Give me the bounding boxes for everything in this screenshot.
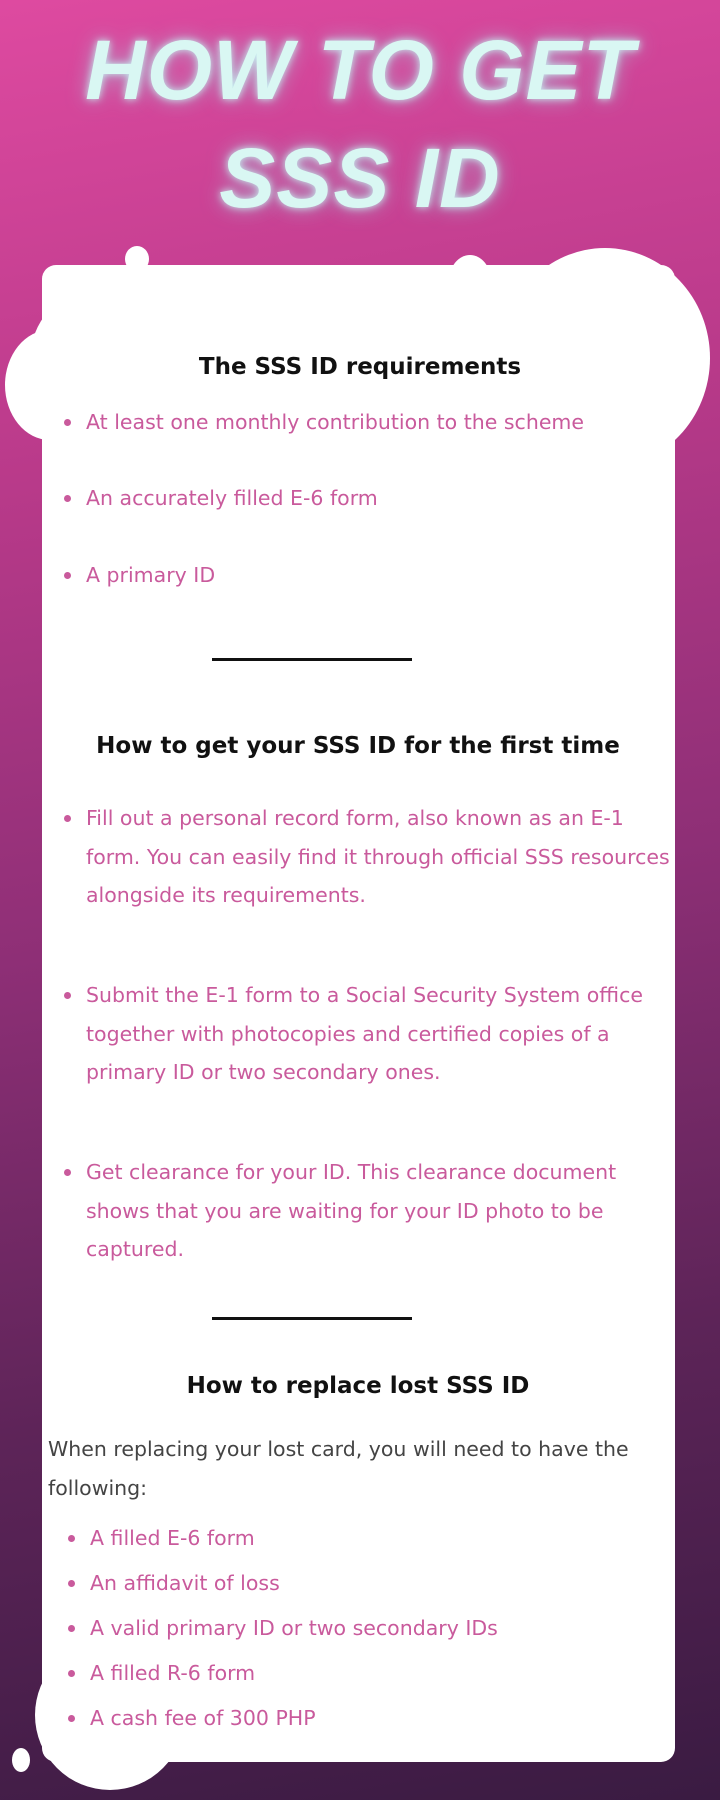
divider: [212, 658, 412, 661]
list-item: An affidavit of loss: [64, 1564, 280, 1603]
list-item: Fill out a personal record form, also known as an E-1 form. You can easily find it through official SSS resources alongside its requirements.: [60, 799, 680, 915]
list-item: A valid primary ID or two secondary IDs: [64, 1609, 498, 1648]
title-line-2: SSS ID: [219, 131, 501, 225]
list-item: An accurately filled E-6 form: [60, 479, 378, 518]
decor-bubble: [12, 1748, 30, 1772]
requirements-heading: The SSS ID requirements: [198, 354, 522, 380]
list-item: At least one monthly contribution to the scheme: [60, 403, 584, 442]
title-line-1: HOW TO GET: [85, 23, 635, 117]
list-item: Submit the E-1 form to a Social Security System office together with photocopies and certified copies of a primary ID or two secondary ones.: [60, 976, 680, 1092]
first-time-heading: How to get your SSS ID for the first time: [96, 733, 620, 759]
list-item: A filled E-6 form: [64, 1519, 255, 1558]
divider: [212, 1317, 412, 1320]
list-item: A filled R-6 form: [64, 1654, 255, 1693]
list-item: Get clearance for your ID. This clearance document shows that you are waiting for your ID photo to be captured.: [60, 1153, 680, 1269]
replace-heading: How to replace lost SSS ID: [186, 1373, 530, 1399]
replace-intro: When replacing your lost card, you will need to have the following:: [48, 1437, 629, 1500]
list-item: A primary ID: [60, 556, 215, 595]
list-item: A cash fee of 300 PHP: [64, 1699, 316, 1738]
